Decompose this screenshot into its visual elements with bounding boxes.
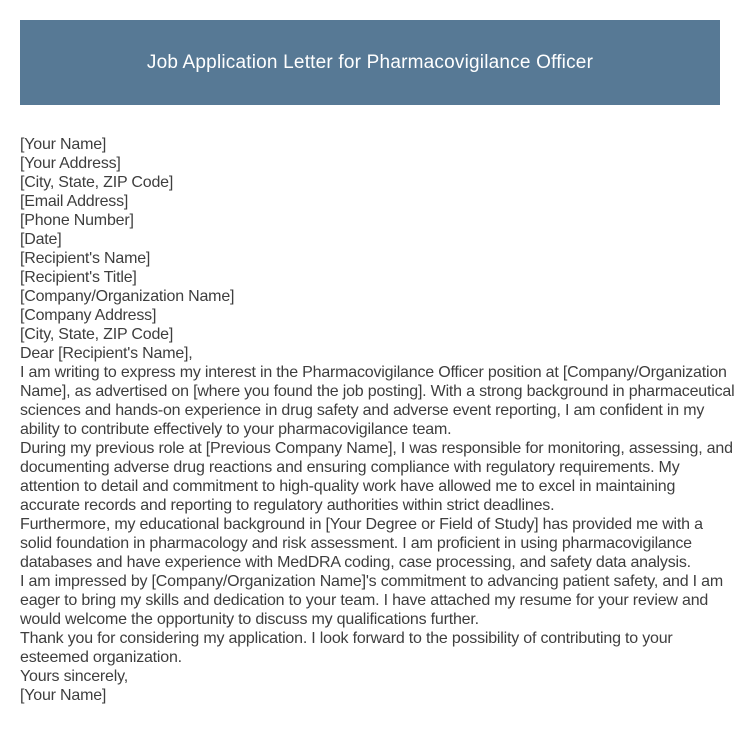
recipient-line: [Recipient's Name] [20,250,151,267]
sender-line: [Email Address] [20,193,129,210]
sender-block [20,135,736,249]
letter-page [0,20,740,705]
sender-line: [City, State, ZIP Code] [20,174,174,191]
page-title: Job Application Letter for Pharmacovigilance Officer [146,51,594,73]
recipient-block [20,249,736,344]
recipient-line: [City, State, ZIP Code] [20,326,174,343]
letter-paragraph: Thank you for considering my application. I look forward to the possibility of contributing to your esteemed organization. [20,630,673,666]
signature: [Your Name] [20,687,107,704]
letter-paragraph: During my previous role at [Previous Company Name], I was responsible for monitoring, assessing, and documenting adverse drug reactions and ensuring compliance with regulatory requirements. My attention to detail and commitment to high-quality work have allowed me to excel in maintaining accurate records and reporting to regulatory authorities within strict deadlines. [20,440,733,514]
sender-line: [Phone Number] [20,212,134,229]
salutation: Dear [Recipient's Name], [20,345,193,362]
sender-line: [Date] [20,231,62,248]
sender-line: [Your Address] [20,155,121,172]
letter-paragraph: Furthermore, my educational background in [Your Degree or Field of Study] has provided me with a solid foundation in pharmacology and risk assessment. I am proficient in using pharmacovigilance databases and have experience with MedDRA coding, case processing, and safety data analysis. [20,516,703,571]
closing: Yours sincerely, [20,668,128,685]
letter-paragraph: I am writing to express my interest in the Pharmacovigilance Officer position at [Company/Organization Name], as advertised on [where you found the job posting]. With a strong background in pharmaceutical sciences and hands-on experience in drug safety and adverse event reporting, I am confident in my ability to contribute effectively to your pharmacovigilance team. [20,364,735,438]
letter-body [0,135,740,705]
recipient-line: [Company Address] [20,307,157,324]
recipient-line: [Company/Organization Name] [20,288,235,305]
paragraphs-block [20,363,736,667]
title-banner [20,20,720,105]
sender-line: [Your Name] [20,136,107,153]
letter-paragraph: I am impressed by [Company/Organization Name]'s commitment to advancing patient safety, and I am eager to bring my skills and dedication to your team. I have attached my resume for your review and would welcome the opportunity to discuss my qualifications further. [20,573,723,628]
recipient-line: [Recipient's Title] [20,269,137,286]
